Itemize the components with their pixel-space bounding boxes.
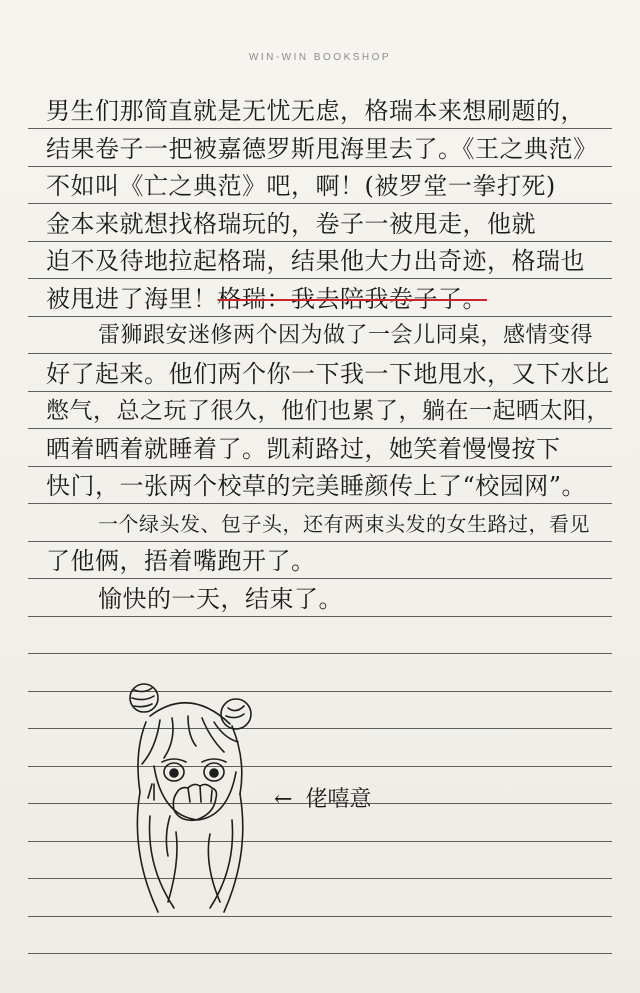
text-line-content: 快门，一张两个校草的完美睡颜传上了“校园网”。 bbox=[46, 472, 587, 500]
text-line bbox=[98, 582, 612, 616]
text-line bbox=[46, 132, 612, 166]
notebook-rule-line bbox=[28, 203, 612, 204]
notebook-rule-line bbox=[28, 503, 612, 504]
text-line-content: 不如叫《亡之典范》吧，啊！(被罗堂一拳打死) bbox=[46, 172, 556, 200]
text-line bbox=[98, 319, 612, 353]
text-line-content: 了他俩，捂着嘴跑开了。 bbox=[46, 547, 316, 575]
text-line-content: 憋气，总之玩了很久，他们也累了，躺在一起晒太阳， bbox=[46, 398, 610, 424]
notebook-rule-line bbox=[28, 541, 612, 542]
text-line bbox=[46, 244, 612, 278]
brand-header: WIN-WIN BOOKSHOP bbox=[248, 52, 392, 63]
text-line-content: 金本来就想找格瑞玩的，卷子一被甩走，他就 bbox=[46, 210, 536, 238]
text-line-content: 好了起来。他们两个你一下我一下地甩水，又下水比 bbox=[46, 360, 610, 388]
notebook-rule-line bbox=[28, 128, 612, 129]
sketch-caption bbox=[274, 782, 371, 813]
text-line-content: 被甩进了海里！ bbox=[46, 285, 218, 313]
text-line bbox=[46, 357, 612, 391]
text-line-content: 迫不及待地拉起格瑞，结果他大力出奇迹，格瑞也 bbox=[46, 247, 585, 275]
text-line bbox=[46, 207, 612, 241]
notebook-rule-line bbox=[28, 241, 612, 242]
notebook-rule-line bbox=[28, 391, 612, 392]
text-line-content: 一个绿头发、包子头，还有两束头发的女生路过，看见 bbox=[98, 512, 590, 536]
caption-text: 佬嘻意 bbox=[305, 787, 372, 812]
left-arrow-icon: ← bbox=[274, 787, 293, 812]
notebook-rule-line bbox=[28, 166, 612, 167]
notebook-rule-line bbox=[28, 353, 612, 354]
text-line-content: 结果卷子一把被嘉德罗斯甩海里去了。《王之典范》 bbox=[46, 135, 598, 163]
text-line-content: 晒着晒着就睡着了。凯莉路过，她笑着慢慢按下 bbox=[46, 435, 561, 463]
text-line bbox=[98, 507, 612, 541]
text-line bbox=[46, 282, 612, 316]
notebook-rule-line bbox=[28, 953, 612, 954]
text-line-content: 男生们那简直就是无忧无虑，格瑞本来想刷题的， bbox=[46, 97, 585, 125]
girl-sketch-illustration bbox=[110, 676, 280, 936]
struck-through-text: 格瑞：我去陪我卷子了。 bbox=[217, 285, 487, 313]
text-line bbox=[46, 394, 612, 428]
notebook-rule-line bbox=[28, 616, 612, 617]
notebook-rule-line bbox=[28, 653, 612, 654]
text-line bbox=[46, 169, 612, 203]
text-line-content: 雷狮跟安迷修两个因为做了一会儿同桌，感情变得 bbox=[98, 323, 594, 348]
notebook-rule-line bbox=[28, 466, 612, 467]
text-line bbox=[46, 432, 612, 466]
text-line-content: 愉快的一天，结束了。 bbox=[98, 585, 343, 613]
notebook-rule-line bbox=[28, 428, 612, 429]
text-line bbox=[46, 94, 612, 128]
text-line bbox=[46, 544, 612, 578]
text-line bbox=[46, 469, 612, 503]
notebook-rule-line bbox=[28, 578, 612, 579]
notebook-rule-line bbox=[28, 278, 612, 279]
notebook-rule-line bbox=[28, 316, 612, 317]
